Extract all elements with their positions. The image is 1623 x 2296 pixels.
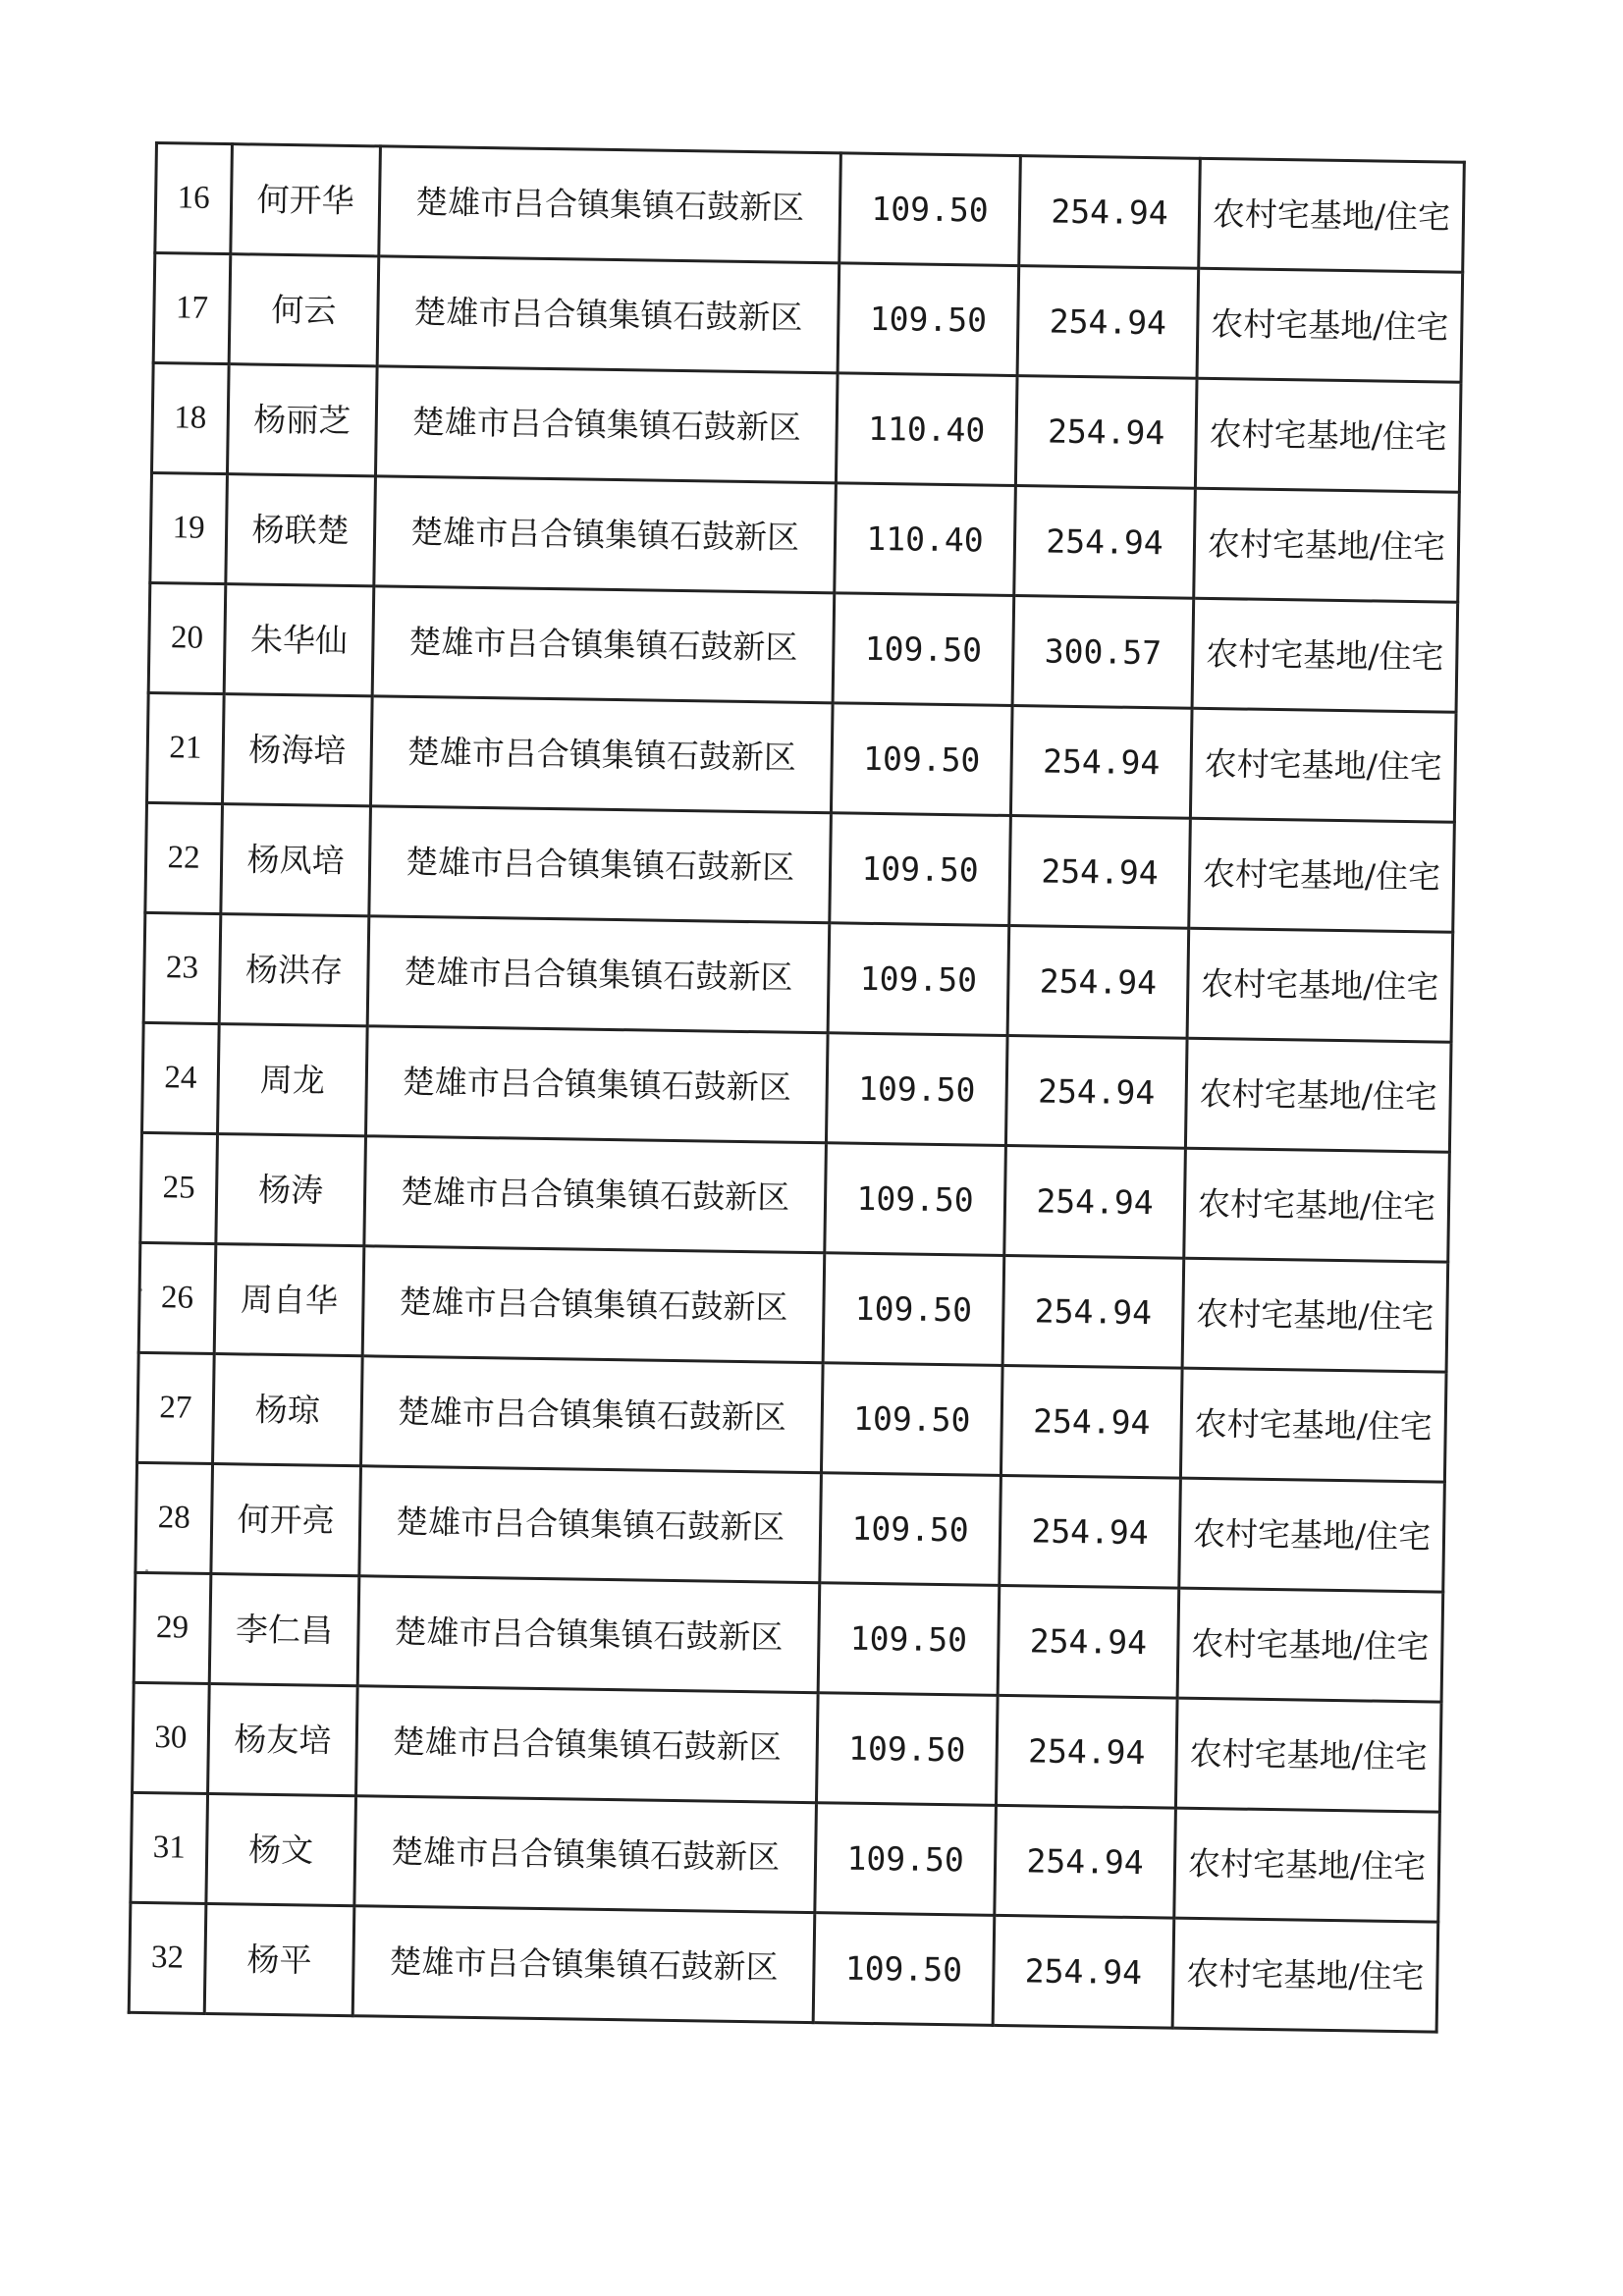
table-row xyxy=(150,472,1460,602)
area-value-cell: 109.50 xyxy=(813,1913,995,2026)
owner-name-cell: 周自华 xyxy=(214,1244,364,1356)
location-cell: 楚雄市吕合镇集镇石鼓新区 xyxy=(364,1136,827,1253)
land-use-cell: 农村宅基地/住宅 xyxy=(1187,928,1453,1042)
table-row xyxy=(145,802,1455,932)
registry-table-body xyxy=(129,143,1464,2033)
location-cell: 楚雄市吕合镇集镇石鼓新区 xyxy=(357,1576,820,1693)
table-row xyxy=(135,1462,1445,1592)
land-use-cell: 农村宅基地/住宅 xyxy=(1190,708,1456,822)
table-row xyxy=(147,692,1457,822)
owner-name-cell: 李仁昌 xyxy=(209,1574,359,1686)
location-cell: 楚雄市吕合镇集镇石鼓新区 xyxy=(379,146,841,263)
row-number-cell: 19 xyxy=(150,472,228,583)
row-number-cell: 22 xyxy=(145,802,223,913)
row-number-cell: 32 xyxy=(129,1902,206,2013)
land-use-cell: 农村宅基地/住宅 xyxy=(1179,1478,1445,1592)
location-cell: 楚雄市吕合镇集镇石鼓新区 xyxy=(359,1466,822,1583)
area-value-cell: 254.94 xyxy=(996,1695,1177,1808)
land-use-cell: 农村宅基地/住宅 xyxy=(1180,1368,1446,1482)
area-value-cell: 109.50 xyxy=(825,1143,1006,1256)
area-value-cell: 254.94 xyxy=(1009,816,1191,929)
location-cell: 楚雄市吕合镇集镇石鼓新区 xyxy=(356,1686,819,1803)
row-number-cell: 26 xyxy=(138,1242,216,1353)
table-row xyxy=(155,143,1465,273)
owner-name-cell: 何开亮 xyxy=(211,1464,361,1576)
owner-name-cell: 杨琼 xyxy=(213,1354,363,1466)
area-value-cell: 254.94 xyxy=(1002,1255,1184,1368)
owner-name-cell: 杨凤培 xyxy=(221,804,371,916)
area-value-cell: 254.94 xyxy=(1000,1475,1181,1588)
location-cell: 楚雄市吕合镇集镇石鼓新区 xyxy=(372,586,835,703)
land-use-cell: 农村宅基地/住宅 xyxy=(1195,378,1461,492)
area-value-cell: 300.57 xyxy=(1012,596,1194,709)
row-number-cell: 17 xyxy=(153,253,231,364)
area-value-cell: 254.94 xyxy=(993,1915,1174,2028)
location-cell: 楚雄市吕合镇集镇石鼓新区 xyxy=(352,1906,815,2023)
table-row xyxy=(151,362,1461,492)
row-number-cell: 16 xyxy=(155,143,233,254)
row-number-cell: 27 xyxy=(137,1352,215,1463)
table-row xyxy=(143,912,1453,1042)
owner-name-cell: 周龙 xyxy=(218,1024,368,1136)
area-value-cell: 254.94 xyxy=(1007,925,1189,1038)
row-number-cell: 18 xyxy=(151,362,229,473)
area-value-cell: 254.94 xyxy=(1014,486,1196,599)
land-use-cell: 农村宅基地/住宅 xyxy=(1184,1148,1450,1262)
owner-name-cell: 何开华 xyxy=(231,144,381,256)
location-cell: 楚雄市吕合镇集镇石鼓新区 xyxy=(374,476,837,593)
table-row xyxy=(129,1902,1438,2032)
owner-name-cell: 杨丽芝 xyxy=(227,364,377,476)
area-value-cell: 109.50 xyxy=(815,1803,997,1916)
area-value-cell: 109.50 xyxy=(823,1253,1004,1366)
area-value-cell: 254.94 xyxy=(1017,266,1199,379)
owner-name-cell: 杨涛 xyxy=(216,1134,366,1246)
owner-name-cell: 杨海培 xyxy=(223,694,373,806)
area-value-cell: 109.50 xyxy=(831,703,1012,816)
table-row xyxy=(131,1792,1440,1922)
row-number-cell: 23 xyxy=(143,912,221,1023)
land-use-cell: 农村宅基地/住宅 xyxy=(1197,268,1463,382)
table-row xyxy=(153,253,1463,383)
row-number-cell: 29 xyxy=(134,1572,211,1683)
land-use-cell: 农村宅基地/住宅 xyxy=(1182,1258,1448,1372)
row-number-cell: 24 xyxy=(142,1022,220,1133)
location-cell: 楚雄市吕合镇集镇石鼓新区 xyxy=(370,696,833,813)
row-number-cell: 28 xyxy=(135,1462,213,1573)
area-value-cell: 109.50 xyxy=(820,1473,1001,1586)
land-use-cell: 农村宅基地/住宅 xyxy=(1189,818,1455,932)
area-value-cell: 110.40 xyxy=(836,373,1017,486)
owner-name-cell: 杨平 xyxy=(204,1903,354,2015)
location-cell: 楚雄市吕合镇集镇石鼓新区 xyxy=(354,1796,817,1913)
row-number-cell: 30 xyxy=(133,1682,210,1793)
registry-table-wrapper xyxy=(128,141,1451,2033)
area-value-cell: 254.94 xyxy=(998,1585,1179,1698)
area-value-cell: 109.50 xyxy=(839,153,1021,266)
area-value-cell: 109.50 xyxy=(816,1693,998,1806)
location-cell: 楚雄市吕合镇集镇石鼓新区 xyxy=(369,806,832,923)
row-number-cell: 21 xyxy=(147,692,225,803)
area-value-cell: 109.50 xyxy=(826,1033,1007,1146)
row-number-cell: 25 xyxy=(140,1132,218,1243)
area-value-cell: 109.50 xyxy=(828,923,1009,1036)
land-use-cell: 农村宅基地/住宅 xyxy=(1185,1038,1451,1152)
owner-name-cell: 杨文 xyxy=(206,1793,356,1905)
table-row xyxy=(137,1352,1447,1482)
land-use-cell: 农村宅基地/住宅 xyxy=(1192,598,1458,712)
land-use-cell: 农村宅基地/住宅 xyxy=(1194,488,1460,602)
table-row xyxy=(142,1022,1452,1152)
area-value-cell: 254.94 xyxy=(1001,1365,1182,1478)
area-value-cell: 109.50 xyxy=(833,593,1014,706)
location-cell: 楚雄市吕合镇集镇石鼓新区 xyxy=(377,256,839,373)
area-value-cell: 254.94 xyxy=(1015,376,1197,489)
area-value-cell: 109.50 xyxy=(830,813,1011,926)
land-use-cell: 农村宅基地/住宅 xyxy=(1175,1698,1441,1812)
area-value-cell: 109.50 xyxy=(818,1583,1000,1696)
table-row xyxy=(134,1572,1443,1702)
table-row xyxy=(138,1242,1448,1372)
location-cell: 楚雄市吕合镇集镇石鼓新区 xyxy=(362,1246,825,1363)
row-number-cell: 31 xyxy=(131,1792,208,1903)
owner-name-cell: 杨洪存 xyxy=(219,914,369,1026)
owner-name-cell: 杨友培 xyxy=(208,1683,358,1795)
owner-name-cell: 何云 xyxy=(229,254,379,366)
location-cell: 楚雄市吕合镇集镇石鼓新区 xyxy=(361,1356,824,1473)
land-use-cell: 农村宅基地/住宅 xyxy=(1199,158,1465,272)
table-row xyxy=(148,582,1458,712)
area-value-cell: 254.94 xyxy=(1010,706,1192,819)
location-cell: 楚雄市吕合镇集镇石鼓新区 xyxy=(365,1026,828,1143)
area-value-cell: 254.94 xyxy=(1004,1145,1186,1258)
location-cell: 楚雄市吕合镇集镇石鼓新区 xyxy=(367,916,830,1033)
land-use-cell: 农村宅基地/住宅 xyxy=(1172,1918,1438,2032)
area-value-cell: 254.94 xyxy=(1019,156,1201,269)
area-value-cell: 109.50 xyxy=(821,1363,1002,1476)
area-value-cell: 254.94 xyxy=(995,1805,1176,1918)
land-use-cell: 农村宅基地/住宅 xyxy=(1177,1588,1443,1702)
table-row xyxy=(140,1132,1450,1262)
area-value-cell: 254.94 xyxy=(1005,1035,1187,1148)
area-value-cell: 110.40 xyxy=(835,483,1016,596)
location-cell: 楚雄市吕合镇集镇石鼓新区 xyxy=(375,366,838,483)
owner-name-cell: 朱华仙 xyxy=(224,584,374,696)
table-row xyxy=(133,1682,1442,1812)
registry-table xyxy=(128,141,1466,2034)
area-value-cell: 109.50 xyxy=(838,263,1019,376)
row-number-cell: 20 xyxy=(148,582,226,693)
owner-name-cell: 杨联楚 xyxy=(226,474,376,586)
land-use-cell: 农村宅基地/住宅 xyxy=(1174,1808,1440,1922)
